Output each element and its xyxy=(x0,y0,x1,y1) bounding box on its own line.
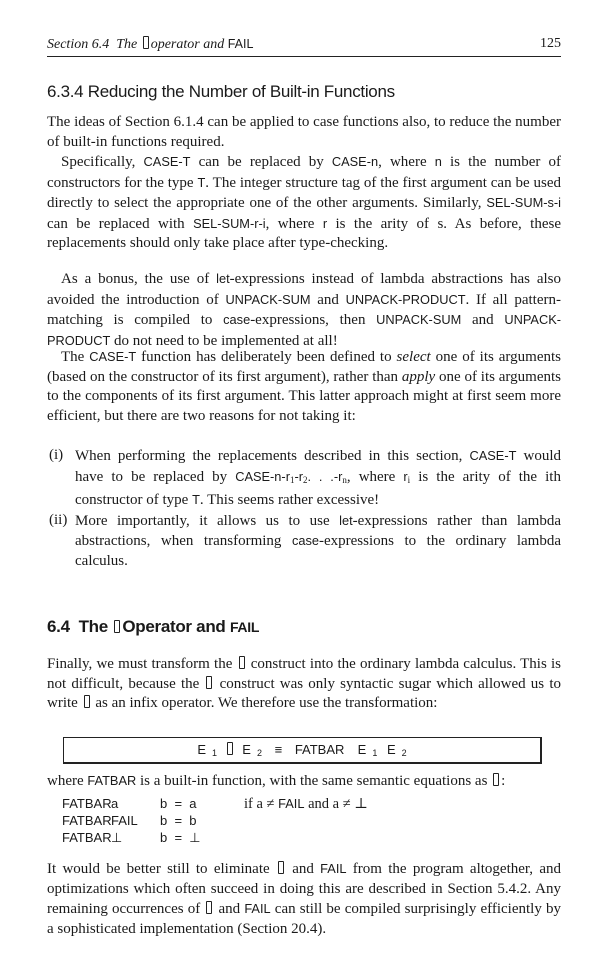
heading-fail: FAIL xyxy=(229,619,260,635)
small-caps-term: let xyxy=(216,271,230,286)
small-caps-term: case xyxy=(223,312,251,328)
small-caps-term: let xyxy=(339,512,353,528)
paragraph: The CASE-T function has deliberately been defined to select one of its arguments (based on the constructor of its first argument), rather than apply one of its arguments to the components of its first argument. This latter approach might at first seem more efficient, but there are two reasons for not taking it: xyxy=(47,349,561,424)
def-arg: ⊥ xyxy=(111,830,123,845)
small-caps-term: case xyxy=(291,533,319,549)
fatbar-operator-icon xyxy=(227,742,233,755)
def-arg: FAIL xyxy=(111,813,138,828)
list-item-text: When performing the replacements described in this section, CASE-T would have to be replaced by CASE-$n-r_1-r_2$. . $.-r_n$, where $r_i$ is the arity of the ith constructor of type T. This seems rather excessive! xyxy=(75,448,562,509)
def-rhs: b = b xyxy=(160,813,197,828)
small-caps-term: CASE-T xyxy=(89,349,137,364)
list-marker: (ii) xyxy=(49,511,68,528)
list-marker: (i) xyxy=(49,447,64,463)
paragraph: It would be better still to eliminate and FAIL from the program altogether, and optimizations which often succeed in doing this are described in Section 5.4.2. Any remaining occurrences of and FAIL can still be compiled surprisingly efficiently by a sophisticated implementation (Section 20.4). xyxy=(47,861,561,937)
small-caps-term: r xyxy=(403,468,408,484)
subsection-heading: 6.3.4 Reducing the Number of Built-in Functions xyxy=(47,82,395,101)
small-caps-term: T xyxy=(192,492,200,508)
running-head-title xyxy=(47,36,253,53)
subscript: 2 xyxy=(302,474,308,485)
definition-row xyxy=(62,795,482,812)
page-number: 125 xyxy=(540,36,561,51)
small-caps-term: SEL-SUM-s-i xyxy=(486,195,561,211)
small-caps-term: UNPACK-PRODUCT xyxy=(345,291,466,307)
def-condition: if a ≠ FAIL and a ≠ ⊥ xyxy=(244,796,368,812)
definition-row xyxy=(62,829,482,846)
small-caps-term: UNPACK-PRODUCT xyxy=(47,312,561,348)
emphasis: select xyxy=(396,349,431,365)
heading-the: The xyxy=(78,617,108,636)
def-rhs: b = a xyxy=(160,796,197,811)
definition-row xyxy=(62,812,482,829)
running-head xyxy=(47,36,561,57)
def-fn: FATBAR xyxy=(62,796,112,811)
title-prefix: The xyxy=(116,37,138,52)
fatbar-operator-icon xyxy=(206,676,212,689)
small-caps-term: r xyxy=(322,215,328,231)
small-caps-term: CASE-n xyxy=(331,154,379,169)
fatbar-operator-icon xyxy=(278,861,284,874)
fatbar-definitions xyxy=(62,795,482,846)
subscript: 1 xyxy=(289,474,295,485)
small-caps-term: SEL-SUM-r-i xyxy=(193,215,266,231)
small-caps-term: T xyxy=(197,174,206,190)
small-caps-term: UNPACK-SUM xyxy=(376,312,462,328)
title-fail: FAIL xyxy=(227,37,254,51)
small-caps-term: FATBAR xyxy=(87,773,137,788)
small-caps-term: n xyxy=(434,154,442,169)
fatbar-operator-icon xyxy=(143,36,149,49)
small-caps-term: FAIL xyxy=(244,901,271,917)
small-caps-term: CASE-T xyxy=(143,154,191,169)
def-rhs: b = ⊥ xyxy=(160,830,201,845)
def-fn: FATBAR xyxy=(62,830,112,845)
paragraph: where FATBAR is a built-in function, with the same semantic equations as : xyxy=(47,773,506,789)
equation-box xyxy=(63,737,542,764)
section-number: 6.4 xyxy=(47,617,70,636)
equation-rhs: FATBAR E $_1$ E $_2$ xyxy=(294,742,407,758)
equation-lhs: E $_1$ E $_2$ xyxy=(197,742,262,758)
paragraph: The ideas of Section 6.1.4 can be applied to case functions also, to reduce the number of built-in functions required. xyxy=(47,114,561,150)
heading-rest: Operator and xyxy=(122,617,226,636)
small-caps-term: UNPACK-SUM xyxy=(225,291,311,307)
emphasis: apply xyxy=(401,368,436,385)
fatbar-operator-icon xyxy=(206,901,212,914)
fatbar-operator-icon xyxy=(493,773,499,786)
reasons-list xyxy=(49,446,561,572)
def-fn: FATBAR xyxy=(62,813,112,828)
small-caps-term: CASE-T xyxy=(469,448,517,463)
section-label: Section 6.4 xyxy=(47,37,110,52)
paragraph: Finally, we must transform the construct into the ordinary lambda calculus. This is not difficult, because the construct was only syntactic sugar which allowed us to write as an infix operator. We therefore use the transformation: xyxy=(47,656,561,712)
fatbar-operator-icon xyxy=(114,620,120,633)
fatbar-operator-icon xyxy=(84,695,90,708)
list-item xyxy=(49,511,561,572)
subscript: i xyxy=(407,474,411,485)
small-caps-term: FAIL xyxy=(320,861,347,876)
small-caps-term: -r xyxy=(294,468,303,484)
subscript: n xyxy=(342,474,347,485)
equiv-symbol: ≡ xyxy=(274,742,283,757)
title-mid: operator and xyxy=(150,37,225,52)
list-item-text: More importantly, it allows us to use let-expressions rather than lambda abstractions, when transforming case-expressions to the ordinary lambda calculus. xyxy=(75,512,561,569)
def-arg: a xyxy=(111,796,119,811)
small-caps-term: . . .-r xyxy=(307,468,343,484)
small-caps-term: CASE-n-r xyxy=(235,468,290,484)
paragraph: Specifically, CASE-T can be replaced by CASE-n, where n is the number of constructors for the type T. The integer structure tag of the first argument can be used directly to select the appropriate one of the other arguments. Similarly, SEL-SUM-s-i can be replaced with SEL-SUM-r-i, where r is the arity of s. As before, these replacements should only take place after type-checking. xyxy=(47,154,561,252)
list-item xyxy=(49,446,561,511)
section-heading xyxy=(47,617,259,637)
fatbar-operator-icon xyxy=(239,656,245,669)
paragraph: As a bonus, the use of let-expressions instead of lambda abstractions has also avoided the introduction of UNPACK-SUM and UNPACK-PRODUCT. If all pattern-matching is compiled to case-expressions, then UNPACK-SUM and UNPACK-PRODUCT do not need to be implemented at all! xyxy=(47,271,562,349)
